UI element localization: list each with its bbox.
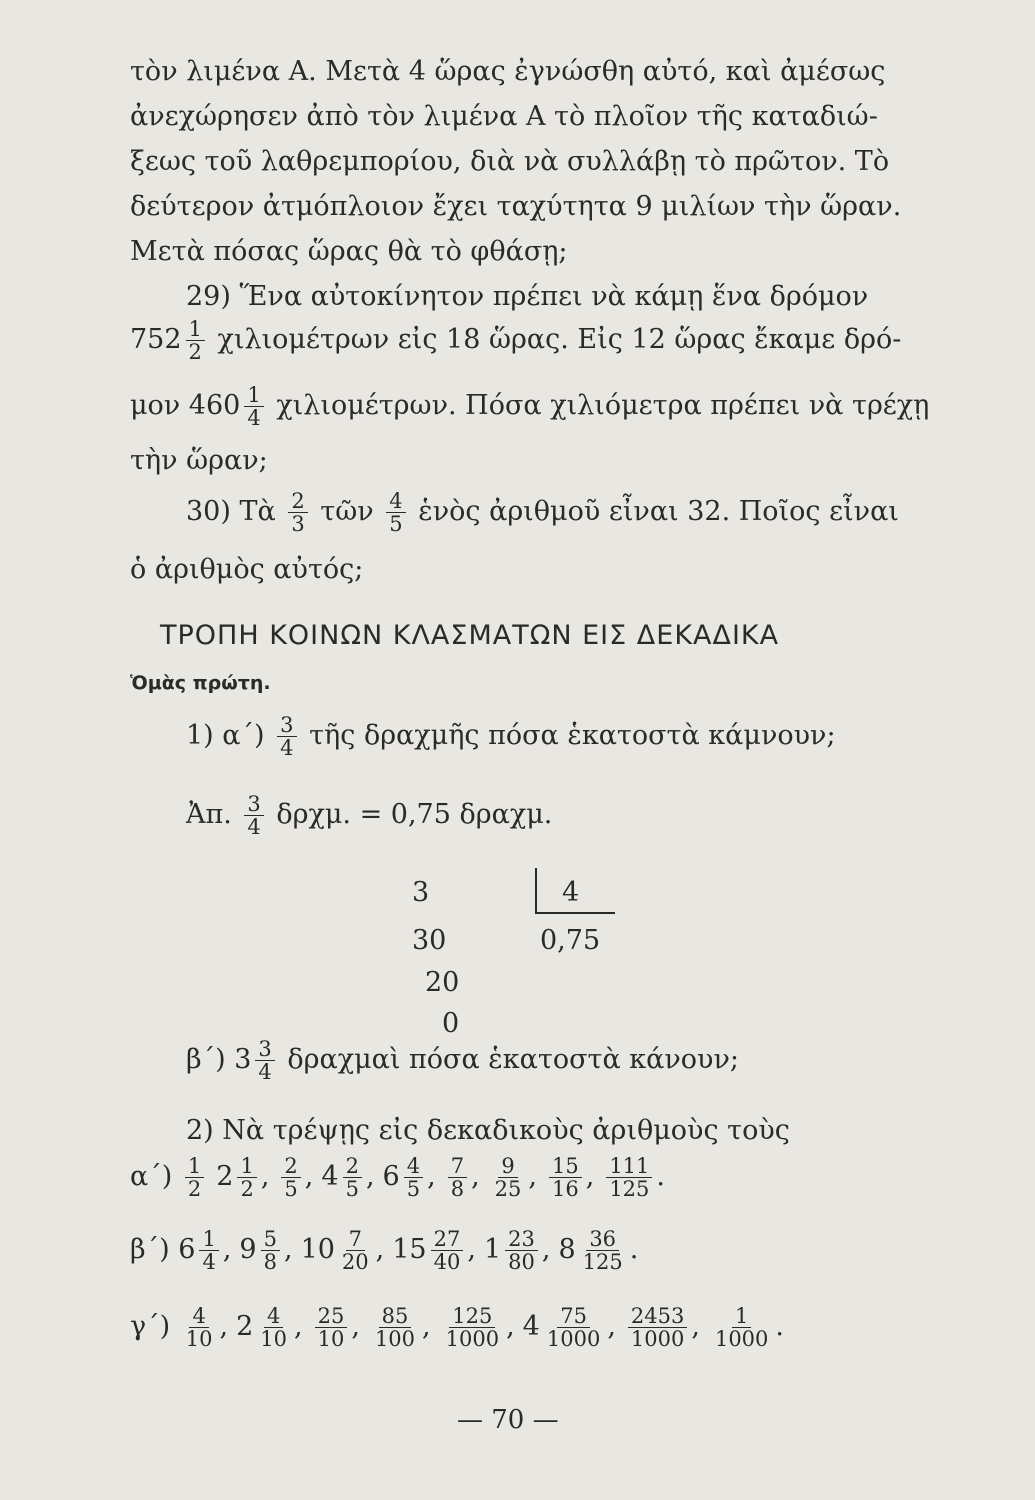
fraction [492, 1155, 525, 1200]
separator: , [222, 1234, 232, 1266]
fraction-item [392, 1227, 476, 1275]
fraction-numerator: 1 [199, 1228, 218, 1251]
separator: , [506, 1311, 515, 1343]
fraction [281, 1155, 300, 1200]
fraction-item [321, 1154, 375, 1202]
fraction [261, 1228, 280, 1273]
problem-30-post: ἑνὸς ἀριθμοῦ εἶναι 32. Ποῖος εἶναι [418, 496, 899, 528]
fraction-item [444, 1154, 480, 1202]
problem-30-line-1 [186, 490, 899, 535]
row-c-items [179, 1304, 792, 1352]
text-line-4: δεύτερον ἀτμόπλοιον ἔχει ταχύτητα 9 μιλίων τὴν ὥραν. [130, 191, 902, 222]
fraction-denominator: 5 [406, 1177, 421, 1202]
fraction [443, 1305, 502, 1350]
mixed-whole: 2 [236, 1311, 254, 1343]
fraction-denominator: 40 [433, 1250, 461, 1275]
section-heading: ΤΡΟΠΗ ΚΟΙΝΩΝ ΚΛΑΣΜΑΤΩΝ ΕΙΣ ΔΕΚΑΔΙΚΑ [160, 620, 780, 651]
fraction-denominator: 8 [450, 1177, 465, 1202]
fraction-denominator: 2 [240, 1177, 254, 1202]
fraction-denominator: 10 [260, 1327, 288, 1352]
fraction-numerator: 7 [448, 1155, 467, 1178]
fraction-numerator: 15 [549, 1155, 582, 1178]
fraction-numerator: 7 [346, 1228, 365, 1251]
row-b-label: β΄) [130, 1234, 170, 1266]
fraction-denominator: 1000 [630, 1327, 685, 1352]
fraction [186, 318, 205, 363]
fraction [199, 1228, 218, 1273]
fraction-row-c [130, 1305, 792, 1350]
separator: , [375, 1234, 385, 1266]
fraction-item [236, 1304, 303, 1352]
fraction [244, 793, 263, 838]
fraction [549, 1155, 582, 1200]
division-step-1: 30 [412, 925, 447, 956]
text-line-2: ἀνεχώρησεν ἀπὸ τὸν λιμένα Α τὸ πλοῖον τῆς καταδιώ- [130, 101, 878, 132]
fraction [244, 384, 263, 429]
question-1b [186, 1038, 739, 1083]
fraction-denominator: 4 [247, 406, 261, 431]
fraction-row-a [130, 1155, 673, 1200]
question-1b-text: δραχμαὶ πόσα ἑκατοστὰ κάνουν; [287, 1044, 739, 1076]
fraction [505, 1228, 538, 1273]
fraction-numerator: 3 [244, 793, 263, 816]
fraction [277, 714, 296, 759]
fraction-item [181, 1154, 208, 1202]
fraction-denominator: 2 [188, 340, 202, 365]
row-a-items [181, 1154, 673, 1202]
separator: , [260, 1161, 270, 1193]
fraction-item [545, 1154, 595, 1202]
text-line-1: τὸν λιμένα Α. Μετὰ 4 ὥρας ἐγνώσθη αὐτό, καὶ ἀμέσως [130, 56, 886, 87]
mixed-whole: 8 [558, 1234, 576, 1266]
problem-29-line-2-text: χιλιομέτρων εἰς 18 ὥρας. Εἰς 12 ὥρας ἔκαμε δρό- [217, 324, 902, 356]
fraction-numerator: 23 [505, 1228, 538, 1251]
fraction-item [382, 1154, 436, 1202]
answer-label: Ἀπ. [186, 799, 232, 831]
fraction [712, 1305, 771, 1350]
fraction-numerator: 111 [606, 1155, 652, 1178]
separator: , [471, 1161, 480, 1193]
fraction-numerator: 4 [264, 1305, 283, 1328]
fraction-denominator: 5 [389, 512, 403, 537]
separator: , [283, 1234, 293, 1266]
fraction-numerator: 1 [732, 1305, 751, 1328]
problem-29-line-3 [130, 384, 929, 429]
problem-29-line-3-text: χιλιομέτρων. Πόσα χιλιόμετρα πρέπει νὰ τρέχῃ [276, 390, 930, 422]
fraction [257, 1305, 290, 1350]
group-subheading: Ὁμὰς πρώτη. [130, 672, 271, 694]
division-quotient: 0,75 [540, 925, 601, 956]
fraction [448, 1155, 467, 1200]
question-1b-label: β΄) 3 [186, 1044, 252, 1076]
fraction-denominator: 1000 [445, 1327, 500, 1352]
question-2: 2) Νὰ τρέψῃς εἰς δεκαδικοὺς ἀριθμοὺς τοὺς [186, 1115, 790, 1146]
fraction-item [216, 1154, 270, 1202]
fraction-numerator: 4 [404, 1155, 423, 1178]
text-line-3: ξεως τοῦ λαθρεμπορίου, διὰ νὰ συλλάβῃ τὸ πρῶτον. Τὸ [130, 146, 890, 177]
fraction-denominator: 4 [247, 815, 261, 840]
fraction [606, 1155, 652, 1200]
fraction [183, 1305, 216, 1350]
fraction-numerator: 27 [431, 1228, 464, 1251]
fraction-numerator: 2 [281, 1155, 300, 1178]
fraction-numerator: 3 [255, 1038, 274, 1061]
problem-29-line-3-pre: μον 460 [130, 390, 241, 422]
mixed-whole: 4 [321, 1161, 339, 1193]
fraction-item [558, 1227, 639, 1275]
problem-29-line-4: τὴν ὥραν; [130, 445, 268, 476]
division-step-3: 0 [442, 1008, 460, 1039]
fraction-numerator: 1 [186, 318, 205, 341]
fraction-numerator: 2453 [628, 1305, 687, 1328]
fraction-item [522, 1304, 616, 1352]
fraction-numerator: 85 [379, 1305, 412, 1328]
mixed-whole: 2 [216, 1161, 234, 1193]
mixed-whole: 6 [382, 1161, 400, 1193]
separator: , [585, 1161, 595, 1193]
fraction-denominator: 5 [284, 1177, 298, 1202]
question-1a [186, 714, 836, 759]
fraction-denominator: 5 [345, 1177, 359, 1202]
fraction-numerator: 9 [498, 1155, 517, 1178]
fraction-row-b [130, 1228, 646, 1273]
fraction [431, 1228, 464, 1273]
mixed-whole: 9 [239, 1234, 257, 1266]
fraction [185, 1155, 204, 1200]
fraction [372, 1305, 418, 1350]
separator: . [775, 1311, 784, 1343]
separator: , [607, 1311, 616, 1343]
division-vertical-bar [535, 868, 537, 913]
fraction [580, 1228, 626, 1273]
separator: , [304, 1161, 314, 1193]
fraction-denominator: 16 [551, 1177, 579, 1202]
fraction-denominator: 4 [258, 1060, 272, 1085]
fraction-item [179, 1304, 229, 1352]
problem-30-line-2: ὁ ἀριθμὸς αὐτός; [130, 554, 364, 585]
fraction-denominator: 10 [317, 1327, 345, 1352]
fraction-item [708, 1304, 784, 1352]
fraction [288, 490, 307, 535]
fraction-item [277, 1154, 314, 1202]
fraction-numerator: 4 [189, 1305, 208, 1328]
separator: , [219, 1311, 229, 1343]
separator: , [427, 1161, 436, 1193]
fraction-item [488, 1154, 537, 1202]
separator: , [541, 1234, 551, 1266]
row-b-items [178, 1227, 646, 1275]
fraction-denominator: 4 [202, 1250, 216, 1275]
problem-30-mid: τῶν [320, 496, 374, 528]
fraction-numerator: 2 [288, 490, 307, 513]
division-step-2: 20 [425, 967, 460, 998]
fraction [343, 1155, 362, 1200]
fraction-item [483, 1227, 551, 1275]
row-c-label: γ΄) [130, 1311, 171, 1343]
problem-30-pre: 30) Τὰ [186, 496, 276, 528]
fraction [386, 490, 405, 535]
fraction-item [239, 1227, 293, 1275]
answer-text: δρχμ. = 0,75 δραχμ. [276, 799, 553, 831]
fraction [404, 1155, 423, 1200]
fraction-item [178, 1227, 232, 1275]
separator: , [351, 1311, 360, 1343]
fraction-numerator: 75 [557, 1305, 590, 1328]
fraction-numerator: 1 [244, 384, 263, 407]
separator: , [691, 1311, 700, 1343]
fraction-numerator: 5 [261, 1228, 280, 1251]
mixed-whole: 15 [392, 1234, 427, 1266]
separator: , [467, 1234, 476, 1266]
fraction-denominator: 3 [291, 512, 305, 537]
separator: , [365, 1161, 375, 1193]
fraction-denominator: 125 [609, 1177, 650, 1202]
mixed-whole: 6 [178, 1234, 196, 1266]
fraction-denominator: 10 [185, 1327, 213, 1352]
fraction-denominator: 25 [494, 1177, 522, 1202]
fraction-denominator: 80 [508, 1250, 535, 1275]
fraction-denominator: 100 [374, 1327, 416, 1352]
row-a-label: α΄) [130, 1161, 173, 1193]
fraction-denominator: 20 [341, 1250, 369, 1275]
fraction-numerator: 2 [343, 1155, 362, 1178]
mixed-whole: 10 [300, 1234, 335, 1266]
fraction-item [368, 1304, 431, 1352]
fraction-denominator: 1000 [546, 1327, 601, 1352]
division-dividend: 3 [412, 877, 430, 908]
fraction-item [300, 1227, 385, 1275]
fraction-numerator: 1 [237, 1155, 256, 1178]
separator: , [528, 1161, 537, 1193]
separator: . [656, 1161, 665, 1193]
fraction-numerator: 25 [315, 1305, 348, 1328]
fraction-denominator: 125 [582, 1250, 623, 1275]
fraction [544, 1305, 603, 1350]
fraction [255, 1038, 274, 1083]
fraction [628, 1305, 687, 1350]
fraction-numerator: 1 [185, 1155, 204, 1178]
separator: . [629, 1234, 639, 1266]
problem-29-line-2 [130, 318, 901, 363]
text-line-5: Μετὰ πόσας ὥρας θὰ τὸ φθάσῃ; [130, 236, 568, 267]
fraction-denominator: 2 [187, 1177, 202, 1202]
fraction [237, 1155, 256, 1200]
fraction-numerator: 3 [277, 714, 296, 737]
fraction-item [602, 1154, 665, 1202]
fraction-numerator: 125 [449, 1305, 495, 1328]
division-divisor: 4 [562, 877, 580, 908]
fraction [339, 1228, 372, 1273]
page-number: — 70 — [457, 1405, 559, 1435]
mixed-whole: 1 [483, 1234, 502, 1266]
fraction-numerator: 4 [386, 490, 405, 513]
fraction-numerator: 36 [586, 1228, 619, 1251]
answer-line [186, 793, 552, 838]
fraction-denominator: 1000 [714, 1327, 769, 1352]
fraction-item [624, 1304, 700, 1352]
question-1a-text: τῆς δραχμῆς πόσα ἑκατοστὰ κάμνουν; [309, 720, 836, 752]
fraction-denominator: 8 [263, 1250, 277, 1275]
fraction-item [311, 1304, 360, 1352]
separator: , [422, 1311, 431, 1343]
division-horizontal-bar [535, 912, 615, 914]
mixed-whole: 4 [522, 1311, 540, 1343]
fraction-item [439, 1304, 515, 1352]
mixed-whole: 752 [130, 324, 182, 356]
separator: , [294, 1311, 303, 1343]
question-1a-label: 1) α΄) [186, 720, 265, 752]
fraction [315, 1305, 348, 1350]
problem-29-line-1: 29) Ἕνα αὐτοκίνητον πρέπει νὰ κάμῃ ἕνα δρόμον [186, 281, 869, 312]
fraction-denominator: 4 [280, 736, 294, 761]
